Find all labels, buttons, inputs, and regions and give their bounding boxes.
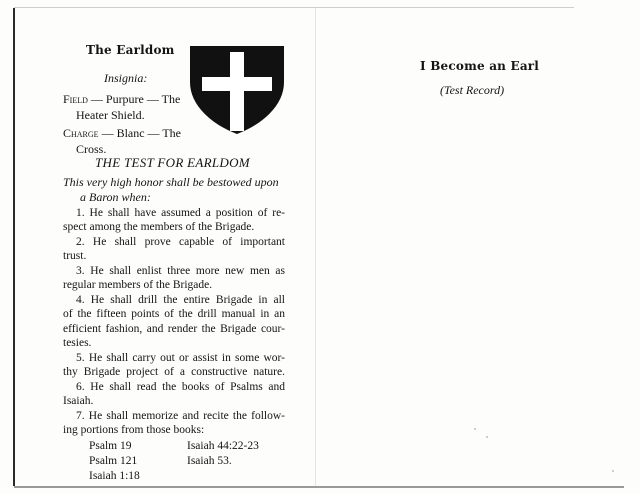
- passage-item: Psalm 19: [89, 440, 132, 452]
- passage-item: Isaiah 44:22-23: [187, 440, 259, 452]
- page-fold: [315, 8, 316, 486]
- intro-line-1: This very high honor shall be bestowed upon: [63, 175, 279, 189]
- requirement-line: 1. He shall have assumed a position of re-: [76, 207, 285, 219]
- requirement-line: tesies.: [63, 337, 92, 349]
- charge-line: [63, 126, 181, 141]
- right-page-subtitle: (Test Record): [440, 83, 505, 97]
- requirement-line: of the fifteen points of the drill manual in an: [63, 308, 285, 320]
- insignia-label: Insignia:: [104, 71, 148, 85]
- charge-label: Charge: [63, 126, 99, 140]
- passage-item: Isaiah 1:18: [89, 470, 140, 482]
- requirement-line: ing portions from those books:: [63, 424, 205, 436]
- requirement-line: 5. He shall carry out or assist in some wor-: [76, 352, 285, 364]
- scan-speck: [474, 428, 476, 430]
- page-left-edge: [13, 8, 15, 486]
- page-bottom-edge: [14, 486, 624, 488]
- requirement-line: trust.: [63, 250, 87, 262]
- charge-text: — Blanc — The: [101, 126, 181, 140]
- requirement-line: 2. He shall prove capable of important: [76, 236, 285, 248]
- heater-shield-cross-icon: [188, 44, 286, 136]
- page-top-edge: [14, 7, 574, 8]
- requirement-line: efficient fashion, and render the Brigade cour-: [63, 323, 285, 335]
- requirement-line: Isaiah.: [63, 395, 94, 407]
- field-line: [63, 92, 180, 107]
- field-text-cont: Heater Shield.: [76, 108, 145, 122]
- requirement-line: 6. He shall read the books of Psalms and: [76, 381, 285, 393]
- intro-line-2: a Baron when:: [80, 190, 151, 204]
- requirement-line: regular members of the Brigade.: [63, 279, 213, 291]
- requirement-line: 7. He shall memorize and recite the follow-: [76, 410, 285, 422]
- field-label: Field: [63, 92, 88, 106]
- requirement-line: 4. He shall drill the entire Brigade in all: [76, 294, 285, 306]
- test-heading: THE TEST FOR EARLDOM: [95, 155, 250, 170]
- right-page-title: I Become an Earl: [420, 59, 540, 73]
- requirement-line: spect among the members of the Brigade.: [63, 221, 255, 233]
- passage-item: Psalm 121: [89, 455, 138, 467]
- field-text: — Purpure — The: [90, 92, 181, 106]
- earldom-heading: The Earldom: [86, 43, 175, 57]
- scan-speck: [486, 436, 488, 438]
- requirement-line: thy Brigade project of a constructive nature.: [63, 366, 285, 378]
- scan-speck: [612, 470, 614, 472]
- requirement-line: 3. He shall enlist three more new men as: [76, 265, 285, 277]
- passage-item: Isaiah 53.: [187, 455, 232, 467]
- charge-text-cont: Cross.: [76, 142, 107, 156]
